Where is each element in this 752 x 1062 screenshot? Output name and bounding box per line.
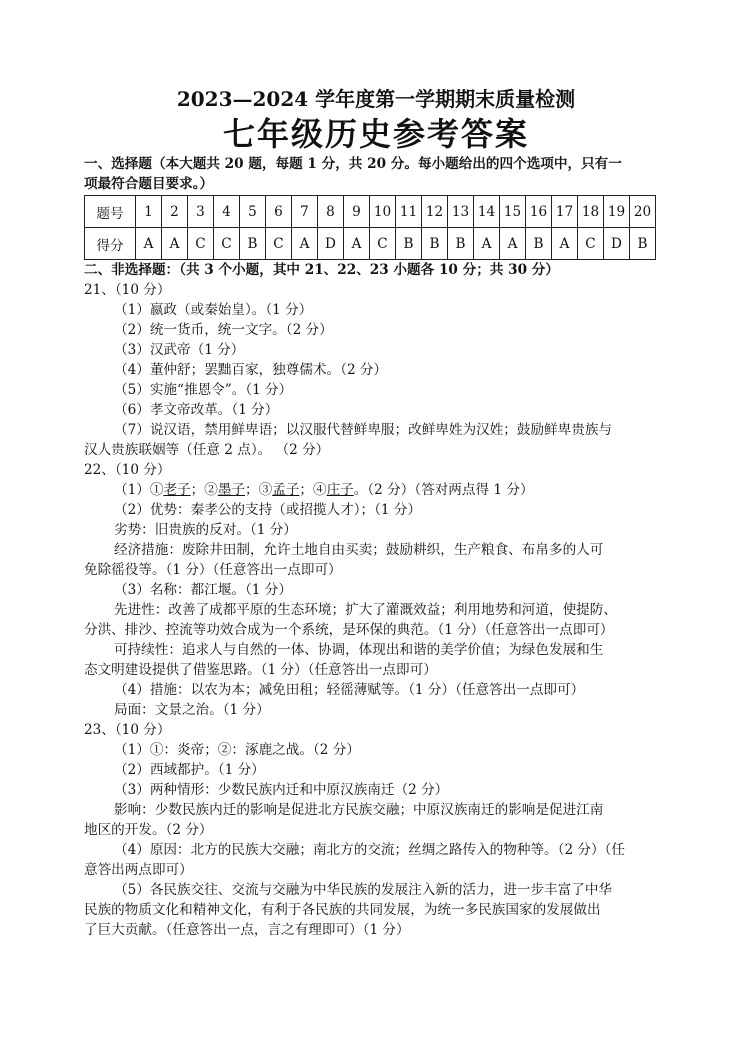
question-number-cell: 12 xyxy=(422,196,448,228)
question-number-cell: 19 xyxy=(604,196,630,228)
q22-a1-sep2: ；③ xyxy=(245,482,273,498)
q21-answer-1: （1）嬴政（或秦始皇）。（1 分） xyxy=(114,302,313,318)
q22-answer-2-economic: 经济措施：废除井田制，允许土地自由买卖；鼓励耕织，生产粮食、布帛多的人可 xyxy=(114,542,604,558)
question-number-cell: 4 xyxy=(214,196,240,228)
answer-cell: A xyxy=(552,228,578,260)
choice-answer-table xyxy=(84,195,656,260)
q22-a1-sep1: ；② xyxy=(190,482,218,498)
q21-answer-3: （3）汉武帝（1 分） xyxy=(114,342,245,358)
exam-title: 2023—2024 学年度第一学期期末质量检测 xyxy=(176,87,576,111)
question-number-cell: 13 xyxy=(448,196,474,228)
q23-answer-3-impact-cont: 地区的开发。（2 分） xyxy=(84,822,213,838)
q22-a1-laozi: 老子 xyxy=(163,482,191,498)
q22-answer-2: （2）优势：秦孝公的支持（或招揽人才）；（1 分） xyxy=(114,502,422,518)
question-number-cell: 8 xyxy=(318,196,344,228)
question-number-cell: 5 xyxy=(240,196,266,228)
q22-answer-3-sustainable-cont: 态文明建设提供了借鉴思路。（1 分）（任意答出一点即可） xyxy=(84,662,437,678)
answer-cell: A xyxy=(344,228,370,260)
q23-header: 23、（10 分） xyxy=(84,722,171,738)
answer-cell: D xyxy=(604,228,630,260)
q22-answer-1 xyxy=(114,480,534,500)
answer-cell: C xyxy=(214,228,240,260)
q21-answer-7-cont: 汉人贵族联姻等（任意 2 点）。 （2 分） xyxy=(84,442,330,458)
question-number-cell: 2 xyxy=(162,196,188,228)
answer-cell: D xyxy=(318,228,344,260)
question-number-cell: 7 xyxy=(292,196,318,228)
question-number-cell: 17 xyxy=(552,196,578,228)
q22-a1-mengzi: 孟子 xyxy=(272,482,300,498)
answer-cell: B xyxy=(240,228,266,260)
q23-answer-3-impact: 影响：少数民族内迁的影响是促进北方民族交融；中原汉族南迁的影响是促进江南 xyxy=(114,802,604,818)
answer-cell: A xyxy=(292,228,318,260)
answer-key-title: 七年级历史参考答案 xyxy=(222,115,529,153)
answer-cell: C xyxy=(266,228,292,260)
answer-label: 得分 xyxy=(85,228,136,260)
answer-cell: A xyxy=(162,228,188,260)
answer-cell: B xyxy=(630,228,656,260)
q22-answer-4-outcome: 局面：文景之治。（1 分） xyxy=(114,702,270,718)
q22-a1-suffix: 。（2 分）（答对两点得 1 分） xyxy=(353,482,534,498)
question-number-cell: 20 xyxy=(630,196,656,228)
q21-answer-5: （5）实施“推恩令”。（1 分） xyxy=(114,382,293,398)
q21-header: 21、（10 分） xyxy=(84,282,171,298)
question-number-cell: 11 xyxy=(396,196,422,228)
section2-heading: 二、非选择题：（共 3 个小题，其中 21、22、23 小题各 10 分；共 30 分） xyxy=(84,262,559,278)
question-number-cell: 16 xyxy=(526,196,552,228)
q22-answer-3-advanced-cont: 分洪、排沙、控流等功效合成为一个系统，是环保的典范。（1 分）（任意答出一点即可） xyxy=(84,622,614,638)
answer-cell: C xyxy=(188,228,214,260)
answer-cell: C xyxy=(370,228,396,260)
answer-cell: C xyxy=(578,228,604,260)
answer-cell: A xyxy=(136,228,162,260)
answer-cell: A xyxy=(500,228,526,260)
q23-answer-3: （3）两种情形：少数民族内迁和中原汉族南迁（2 分） xyxy=(114,782,449,798)
answer-row xyxy=(85,228,656,260)
question-number-cell: 1 xyxy=(136,196,162,228)
answer-cell: B xyxy=(422,228,448,260)
q21-answer-2: （2）统一货币，统一文字。（2 分） xyxy=(114,322,333,338)
q21-answer-4: （4）董仲舒；罢黜百家，独尊儒术。（2 分） xyxy=(114,362,388,378)
question-number-cell: 15 xyxy=(500,196,526,228)
q22-answer-3-advanced: 先进性：改善了成都平原的生态环境；扩大了灌溉效益；利用地势和河道，使提防、 xyxy=(114,602,617,618)
q23-answer-5-cont1: 民族的物质文化和精神文化，有利于各民族的共同发展，为统一多民族国家的发展做出 xyxy=(84,902,601,918)
q23-answer-2: （2）西域都护。（1 分） xyxy=(114,762,265,778)
q23-answer-5: （5）各民族交往、交流与交融为中华民族的发展注入新的活力，进一步丰富了中华 xyxy=(114,882,613,898)
answer-cell: B xyxy=(396,228,422,260)
question-number-cell: 9 xyxy=(344,196,370,228)
q21-answer-7: （7）说汉语，禁用鲜卑语；以汉服代替鲜卑服；改鲜卑姓为汉姓；鼓励鲜卑贵族与 xyxy=(114,422,613,438)
answer-cell: B xyxy=(448,228,474,260)
question-number-row xyxy=(85,196,656,228)
q23-answer-1: （1）①：炎帝；②：涿鹿之战。（2 分） xyxy=(114,742,360,758)
q22-a1-sep3: ；④ xyxy=(299,482,327,498)
q22-a1-prefix: （1）① xyxy=(114,482,164,498)
section1-heading-cont: 项最符合题目要求。） xyxy=(84,176,214,192)
answer-cell: B xyxy=(526,228,552,260)
question-number-label: 题号 xyxy=(85,196,136,228)
question-number-cell: 10 xyxy=(370,196,396,228)
question-number-cell: 3 xyxy=(188,196,214,228)
q23-answer-4-cont: 意答出两点即可） xyxy=(84,862,193,878)
q23-answer-5-cont2: 了巨大贡献。（任意答出一点，言之有理即可）（1 分） xyxy=(84,922,410,938)
q22-answer-3-sustainable: 可持续性：追求人与自然的一体、协调，体现出和谐的美学价值；为绿色发展和生 xyxy=(114,642,604,658)
q22-header: 22、（10 分） xyxy=(84,462,171,478)
q22-answer-3: （3）名称：都江堰。（1 分） xyxy=(114,582,292,598)
question-number-cell: 18 xyxy=(578,196,604,228)
section1-heading: 一、选择题（本大题共 20 题，每题 1 分，共 20 分。每小题给出的四个选项中，只有一 xyxy=(84,156,622,172)
answer-cell: A xyxy=(474,228,500,260)
q22-answer-2-economic-cont: 免除徭役等。（1 分）（任意答出一点即可） xyxy=(84,562,342,578)
q22-answer-4: （4）措施：以农为本；减免田租；轻徭薄赋等。（1 分）（任意答出一点即可） xyxy=(114,682,585,698)
q23-answer-4: （4）原因：北方的民族大交融；南北方的交流；丝绸之路传入的物种等。（2 分）（任 xyxy=(114,842,625,858)
q22-a1-mozi: 墨子 xyxy=(217,482,245,498)
question-number-cell: 14 xyxy=(474,196,500,228)
q22-a1-zhuangzi: 庄子 xyxy=(326,482,354,498)
q21-answer-6: （6）孝文帝改革。（1 分） xyxy=(114,402,279,418)
question-number-cell: 6 xyxy=(266,196,292,228)
q22-answer-2-disadvantage: 劣势：旧贵族的反对。（1 分） xyxy=(114,522,297,538)
